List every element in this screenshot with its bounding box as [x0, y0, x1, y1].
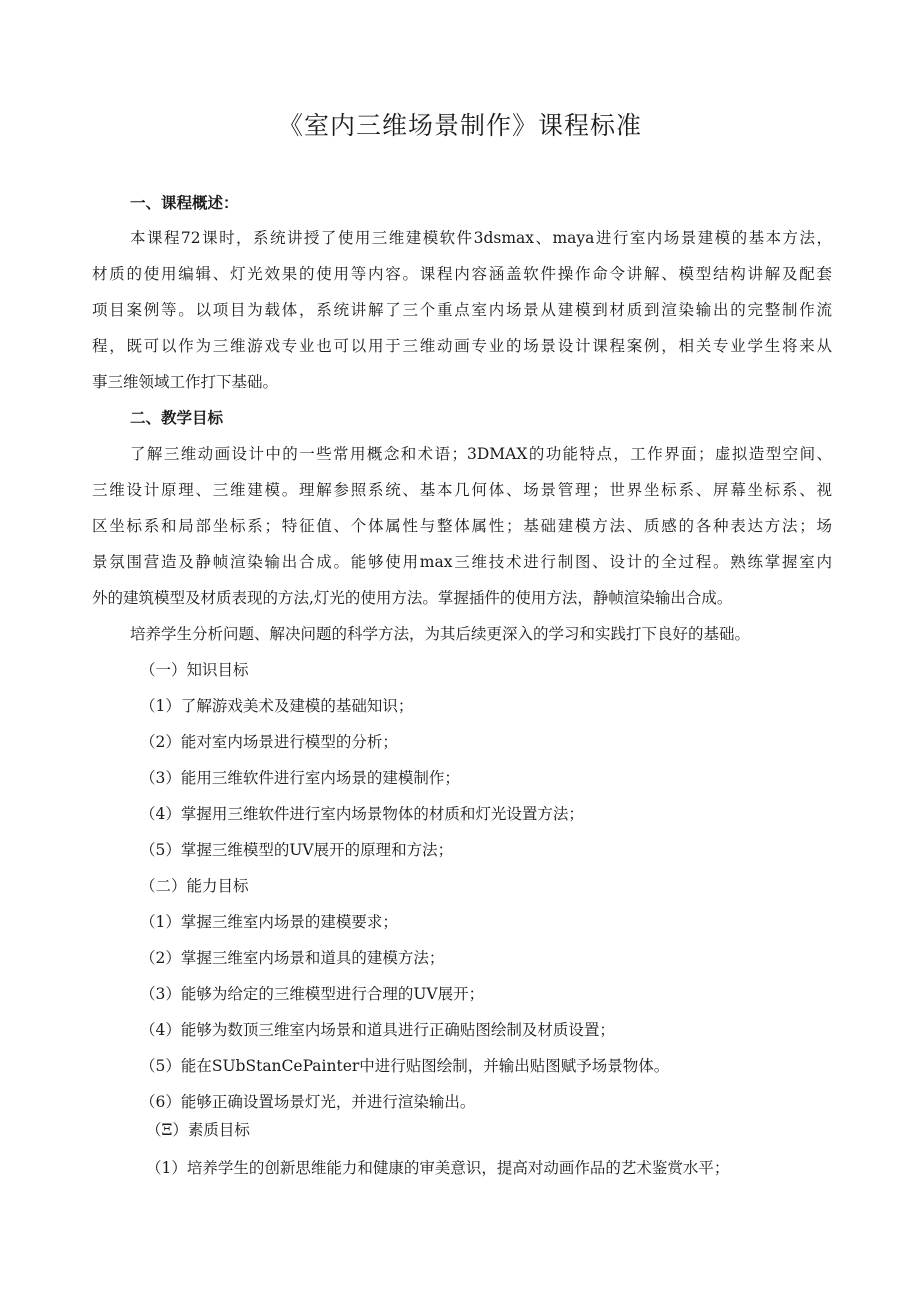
- subheading-knowledge: （一）知识目标: [140, 661, 249, 679]
- paragraph-line: 了解三维动画设计中的一些常用概念和术语；3DMAX的功能特点，工作界面；虚拟造型空间、: [130, 445, 832, 463]
- paragraph-line: 程，既可以作为三维游戏专业也可以用于三维动画专业的场景设计课程案例，相关专业学生将来从: [92, 337, 832, 355]
- list-item: （3）能用三维软件进行室内场景的建模制作；: [140, 769, 460, 787]
- section-heading-overview: 一、课程概述：: [130, 193, 239, 212]
- list-item: （1）掌握三维室内场景的建模要求；: [140, 913, 398, 931]
- paragraph-line: 区坐标系和局部坐标系；特征值、个体属性与整体属性；基础建模方法、质感的各种表达方法；场: [92, 517, 832, 535]
- paragraph-line: 培养学生分析问题、解决问题的科学方法，为其后续更深入的学习和实践打下良好的基础。: [130, 625, 751, 643]
- paragraph-line: 材质的使用编辑、灯光效果的使用等内容。课程内容涵盖软件操作命令讲解、模型结构讲解及配套: [92, 265, 832, 283]
- paragraph-line: 事三维领域工作打下基础。: [92, 373, 279, 391]
- paragraph-line: 三维设计原理、三维建模。理解参照系统、基本几何体、场景管理；世界坐标系、屏幕坐标系、视: [92, 481, 832, 499]
- list-item: （2）能对室内场景进行模型的分析；: [140, 733, 398, 751]
- list-item: （1）培养学生的创新思维能力和健康的审美意识，提高对动画作品的艺术鉴赏水平；: [146, 1159, 730, 1177]
- paragraph-line: 外的建筑模型及材质表现的方法,灯光的使用方法。掌握插件的使用方法，静帧渲染输出合成。: [92, 589, 733, 607]
- list-item: （5）掌握三维模型的UV展开的原理和方法；: [140, 841, 454, 859]
- section-heading-goals: 二、教学目标: [130, 408, 224, 427]
- list-item: （4）能够为数顶三维室内场景和道具进行正确贴图绘制及材质设置；: [140, 1021, 615, 1039]
- list-item: （4）掌握用三维软件进行室内场景物体的材质和灯光设置方法；: [140, 805, 584, 823]
- list-item: （5）能在SUbStanCePainter中进行贴图绘制，并输出贴图赋予场景物体。: [140, 1057, 670, 1075]
- list-item: （6）能够正确设置场景灯光，并进行渲染输出。: [140, 1093, 476, 1111]
- paragraph-line: 景氛围营造及静帧渲染输出合成。能够使用max三维技术进行制图、设计的全过程。熟练掌握室内: [92, 553, 832, 571]
- list-item: （3）能够为给定的三维模型进行合理的UV展开；: [140, 985, 485, 1003]
- list-item: （1）了解游戏美术及建模的基础知识；: [140, 697, 414, 715]
- paragraph-line: 本课程72课时，系统讲授了使用三维建模软件3dsmax、maya进行室内场景建模的基本方法，: [130, 229, 832, 247]
- subheading-ability: （二）能力目标: [140, 877, 249, 895]
- list-item: （2）掌握三维室内场景和道具的建模方法；: [140, 949, 445, 967]
- document-title: 《室内三维场景制作》课程标准: [277, 111, 642, 140]
- subheading-quality: （Ξ）素质目标: [146, 1121, 250, 1139]
- paragraph-line: 项目案例等。以项目为载体，系统讲解了三个重点室内场景从建模到材质到渲染输出的完整制作流: [92, 301, 832, 319]
